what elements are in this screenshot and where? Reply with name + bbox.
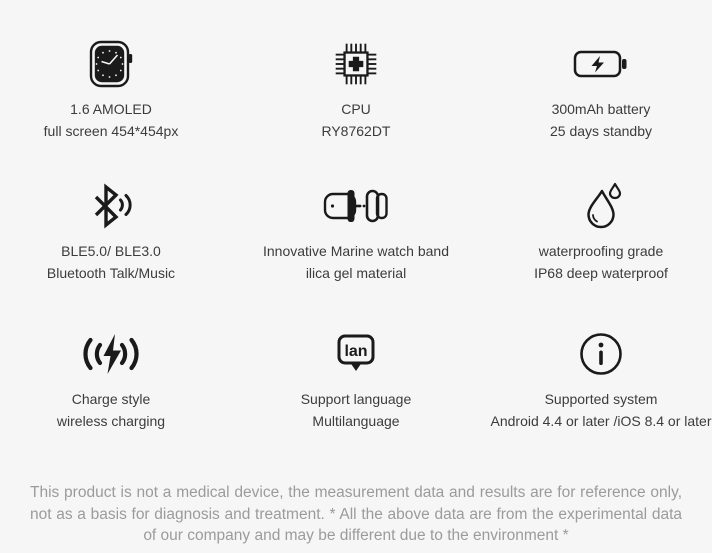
battery-icon xyxy=(573,36,629,92)
feature-subtitle: 25 days standby xyxy=(550,123,652,139)
feature-charging xyxy=(0,326,222,468)
feature-subtitle: RY8762DT xyxy=(321,123,391,139)
water-drop-icon xyxy=(578,178,624,234)
feature-subtitle: full screen 454*454px xyxy=(43,123,179,139)
feature-title: Supported system xyxy=(544,391,658,407)
language-bubble-icon xyxy=(331,326,381,382)
feature-battery xyxy=(490,36,712,178)
feature-cpu xyxy=(222,36,490,178)
bluetooth-icon xyxy=(87,178,135,234)
language-bubble-text: lan xyxy=(344,343,368,360)
feature-subtitle: wireless charging xyxy=(56,413,166,429)
wireless-charging-icon xyxy=(79,326,143,382)
feature-bluetooth xyxy=(0,178,222,326)
feature-title: Innovative Marine watch band xyxy=(263,243,449,259)
feature-title: CPU xyxy=(341,101,371,117)
feature-title: 1.6 AMOLED xyxy=(70,101,152,117)
feature-system xyxy=(490,326,712,468)
feature-waterproof xyxy=(490,178,712,326)
watch-band-icon xyxy=(323,178,389,234)
smartwatch-icon xyxy=(88,36,134,92)
cpu-chip-icon xyxy=(331,36,381,92)
feature-title: 300mAh battery xyxy=(551,101,651,117)
feature-title: waterproofing grade xyxy=(538,243,664,259)
feature-title: Support language xyxy=(300,391,412,407)
feature-subtitle: ilica gel material xyxy=(305,265,407,281)
feature-watch-band xyxy=(222,178,490,326)
feature-display xyxy=(0,36,222,178)
feature-language xyxy=(222,326,490,468)
feature-subtitle: IP68 deep waterproof xyxy=(534,265,668,281)
disclaimer-text: This product is not a medical device, the measurement data and results are for reference only, not as a basis for diagnosis and treatment. * All the above data are from the experimental data of our company and may be different due to the environment * xyxy=(30,484,682,544)
feature-title: BLE5.0/ BLE3.0 xyxy=(61,243,161,259)
feature-subtitle: Android 4.4 or later /iOS 8.4 or later xyxy=(490,413,712,429)
feature-subtitle: Multilanguage xyxy=(312,413,400,429)
feature-title: Charge style xyxy=(71,391,151,407)
info-circle-icon xyxy=(577,326,625,382)
feature-subtitle: Bluetooth Talk/Music xyxy=(46,265,176,281)
